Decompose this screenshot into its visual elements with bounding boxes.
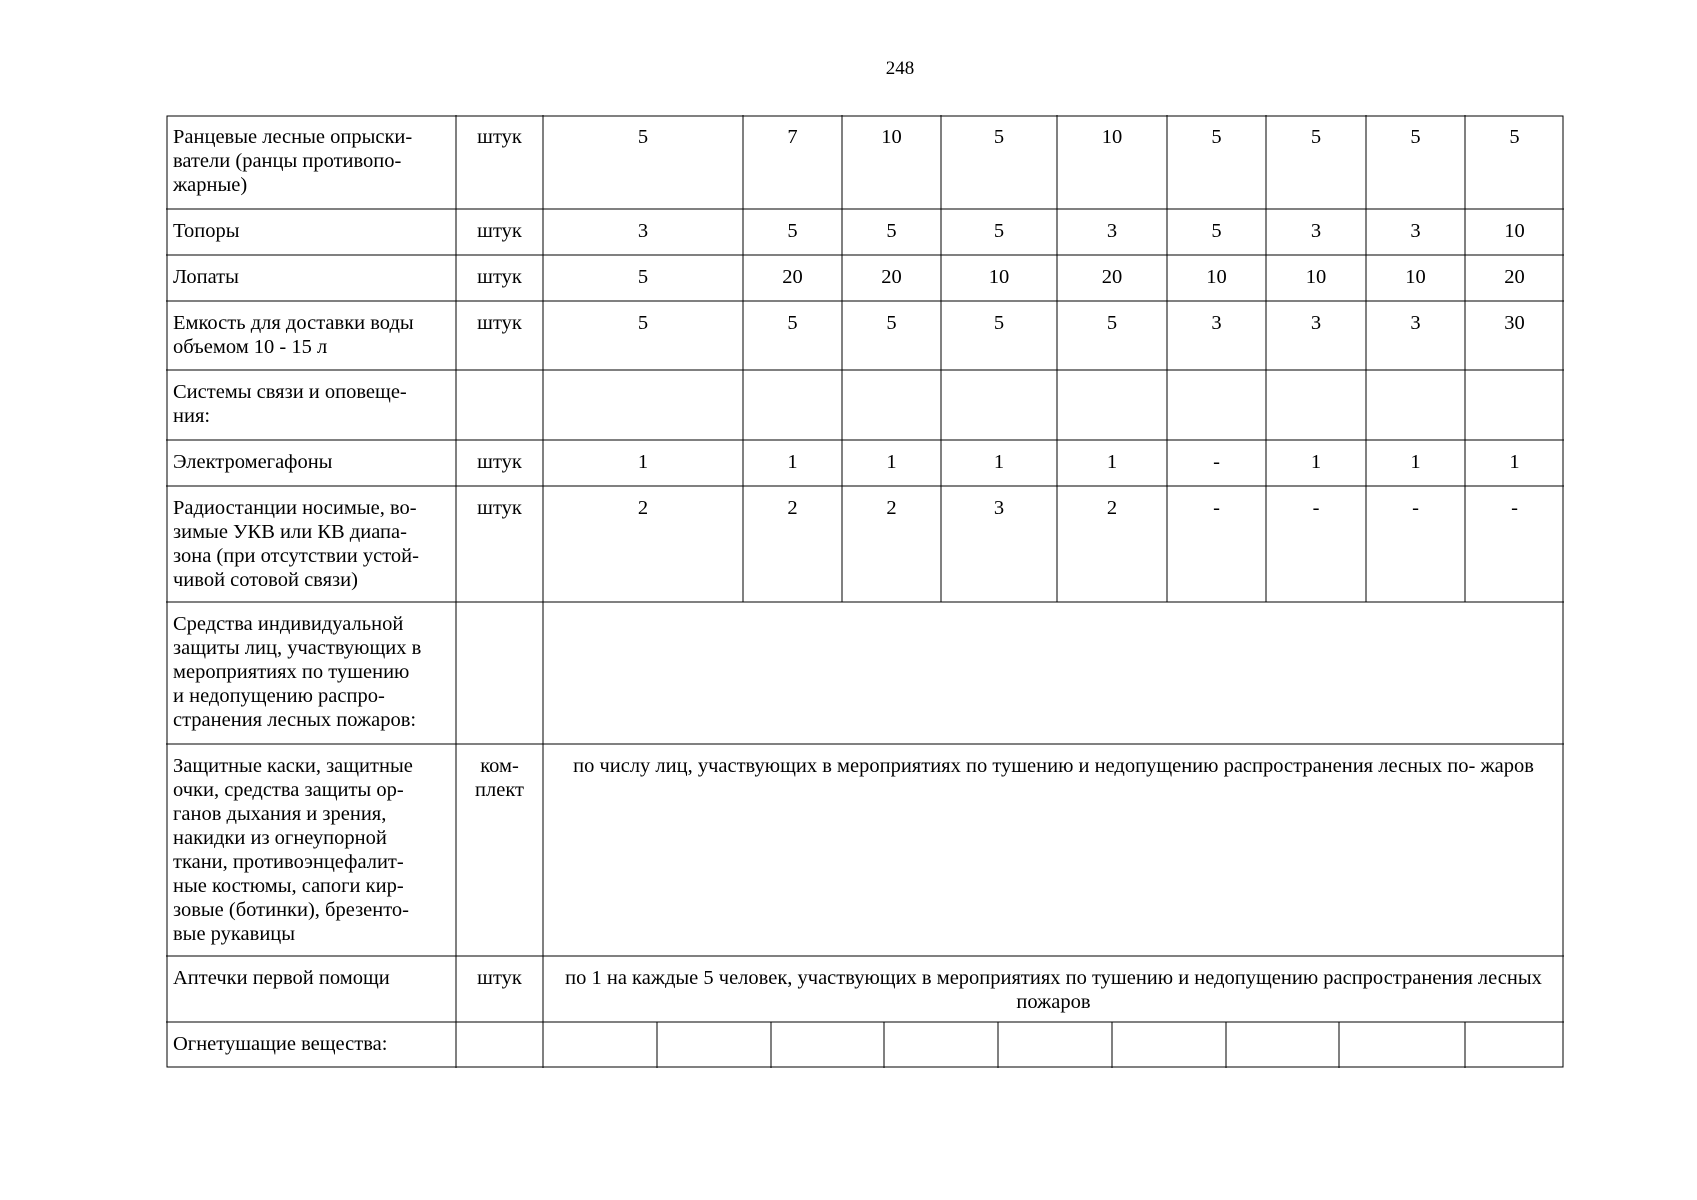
value-cell: 5 [886,220,897,242]
value-cell: 3 [1211,312,1222,334]
value-cell: 1 [1106,451,1118,473]
value-cell: 10 [1504,220,1525,242]
value-cell: 2 [886,497,897,519]
value-cell: 5 [1211,220,1222,242]
row-name-cell: Электромегафоны [173,451,333,473]
row-unit-cell: штук [477,220,522,242]
value-cell: 2 [1106,497,1118,519]
row-unit-cell: штук [477,967,522,989]
value-cell: 3 [637,220,649,242]
value-cell: 5 [787,312,798,334]
value-cell: 10 [988,266,1010,288]
value-cell: 5 [1106,312,1118,334]
value-cell: 1 [637,451,649,473]
row-unit-cell: штук [477,312,522,334]
value-cell: 20 [881,266,902,288]
row-name-cell: Емкость для доставки воды объемом 10 - 15 л [173,312,414,358]
value-cell: 5 [993,126,1005,148]
value-cell: - [1312,497,1320,519]
row-unit-cell: штук [477,126,522,148]
value-cell: 5 [886,312,897,334]
value-cell: 5 [637,266,649,288]
value-cell: 10 [1405,266,1426,288]
value-cell: 5 [1310,126,1322,148]
value-cell: 1 [993,451,1005,473]
section-header-cell: Огнетушащие вещества: [173,1033,388,1055]
value-cell: 5 [637,126,649,148]
value-cell: 2 [637,497,649,519]
value-cell: 20 [1101,266,1123,288]
value-cell: 3 [1310,312,1322,334]
value-cell: - [1511,497,1518,519]
value-cell: - [1213,497,1220,519]
row-name-cell: Ранцевые лесные опрыски- ватели (ранцы противопо- жарные) [173,126,413,196]
value-cell: - [1412,497,1419,519]
equipment-table [166,115,1564,1068]
row-unit-cell: штук [477,266,522,288]
value-cell: 1 [886,451,897,473]
value-cell: 3 [1410,312,1421,334]
row-name-cell: Радиостанции носимые, во- зимые УКВ или КВ диапа- зона (при отсутствии устой- чивой сотовой связи) [173,497,419,591]
row-unit-cell: ком- плект [475,755,524,801]
value-cell: 1 [1310,451,1322,473]
value-cell: 5 [993,220,1005,242]
value-cell: 20 [782,266,803,288]
value-cell: 10 [1206,266,1227,288]
row-unit-cell: штук [477,451,522,473]
value-cell: 5 [637,312,649,334]
value-cell: 2 [787,497,798,519]
value-cell: 1 [1509,451,1520,473]
value-cell: 1 [1410,451,1421,473]
row-name-cell: Защитные каски, защитные очки, средства защиты ор- ганов дыхания и зрения, накидки из огнеупорной ткани, противоэнцефалит- ные костюмы, сапоги кир- зовые (ботинки), брезенто- вые рукавицы [173,755,413,945]
merged-note-cell: по числу лиц, участвующих в мероприятиях по тушению и недопущению распространения лесных по- жаров [573,755,1534,777]
value-cell: 30 [1504,312,1525,334]
value-cell: - [1213,451,1220,473]
value-cell: 10 [1101,126,1123,148]
row-name-cell: Аптечки первой помощи [173,967,390,989]
value-cell: 7 [787,126,798,148]
row-name-cell: Топоры [173,220,240,242]
value-cell: 1 [787,451,798,473]
section-header-cell: Системы связи и оповеще- ния: [173,381,407,427]
merged-note-cell: по 1 на каждые 5 человек, участвующих в мероприятиях по тушению и недопущению распространения лесных пожаров [565,967,1542,1013]
page-number: 248 [885,58,915,79]
value-cell: 3 [993,497,1005,519]
section-header-cell: Средства индивидуальной защиты лиц, участвующих в мероприятиях по тушению и недопущению распро- странения лесных пожаров: [173,613,422,731]
value-cell: 3 [1310,220,1322,242]
value-cell: 5 [1211,126,1222,148]
row-name-cell: Лопаты [173,266,239,288]
value-cell: 5 [1509,126,1520,148]
value-cell: 10 [881,126,902,148]
value-cell: 5 [787,220,798,242]
value-cell: 3 [1410,220,1421,242]
value-cell: 3 [1106,220,1118,242]
value-cell: 20 [1504,266,1525,288]
row-unit-cell: штук [477,497,522,519]
value-cell: 5 [1410,126,1421,148]
value-cell: 5 [993,312,1005,334]
value-cell: 10 [1305,266,1327,288]
